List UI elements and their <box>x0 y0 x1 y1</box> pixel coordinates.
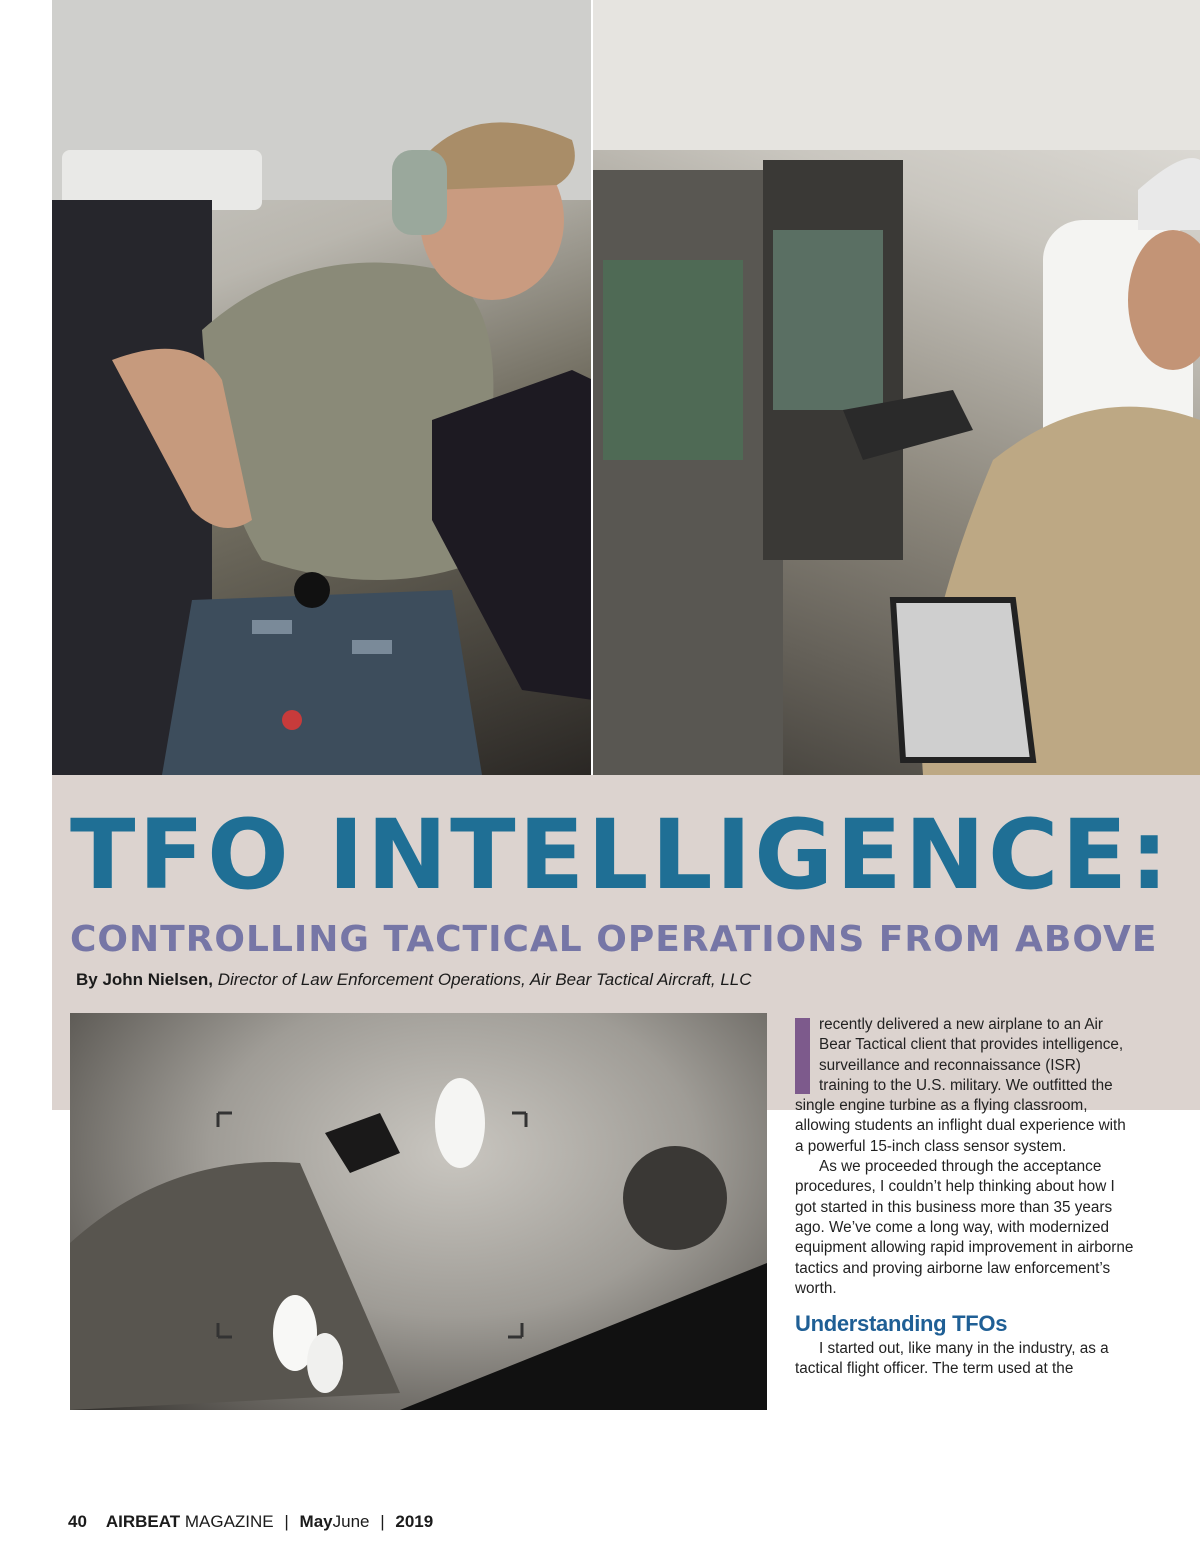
footer-separator: | <box>380 1512 385 1531</box>
section-heading: Understanding TFOs <box>795 1311 1008 1337</box>
page-footer <box>68 1510 668 1534</box>
photo-operator-monitors <box>593 0 1200 775</box>
article-subtitle: CONTROLLING TACTICAL OPERATIONS FROM ABOVE <box>70 919 1158 960</box>
footer-separator: | <box>284 1512 289 1531</box>
issue-year: 2019 <box>395 1512 434 1531</box>
article-paragraph-2: As we proceeded through the acceptance procedures, I couldn’t help thinking about how I got started in this business more than 35 years ago. We’ve come a long way, with modernized equipment allowing rapid improvement in airborne tactics and proving airborne law enforcement’s worth. <box>795 1158 1134 1297</box>
article-paragraph-3: I started out, like many in the industry, as a tactical flight officer. The term used at the <box>795 1340 1109 1378</box>
photo-operator-joystick <box>52 0 593 775</box>
drop-cap-i <box>795 1018 810 1094</box>
issue-month-regular: June <box>332 1512 370 1531</box>
magazine-suffix: MAGAZINE <box>184 1512 274 1531</box>
article-title: TFO INTELLIGENCE: <box>70 799 1172 911</box>
issue-month-bold: May <box>299 1512 333 1531</box>
photo-thermal-surveillance <box>70 1013 767 1410</box>
page-number: 40 <box>68 1512 87 1531</box>
magazine-name: AIRBEAT <box>105 1512 181 1531</box>
article-body <box>795 1015 1135 1415</box>
byline-role: Director of Law Enforcement Operations, Air Bear Tactical Aircraft, LLC <box>217 970 752 989</box>
byline <box>76 968 976 992</box>
byline-author: By John Nielsen, <box>76 970 213 989</box>
article-paragraph-1: recently delivered a new airplane to an Air Bear Tactical client that provides intelligence, surveillance and reconnaissance (ISR) training to the U.S. military. We outfitted the single engine turbine as a flying classroom, allowing students an inflight dual experience with a powerful 15-inch class sensor system. <box>795 1016 1126 1155</box>
